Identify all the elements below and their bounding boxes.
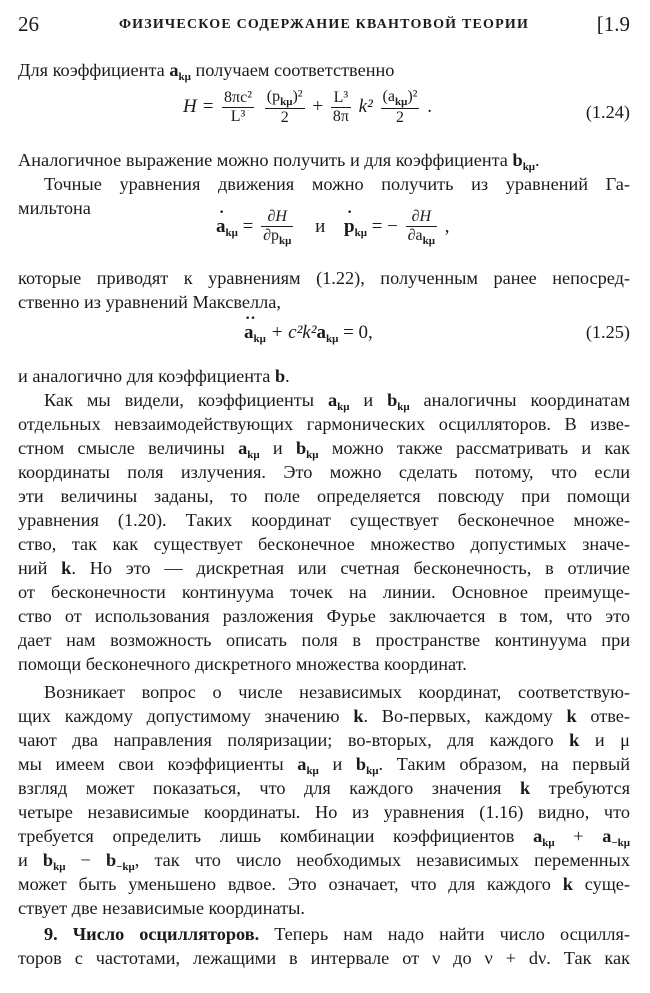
- subscript: kμ: [278, 235, 292, 247]
- text-fragment: Аналогичное выражение можно получить и для коэффициента: [18, 150, 508, 170]
- text-fragment: Как мы видели, коэффициенты: [44, 390, 315, 410]
- page-number: 26: [18, 12, 39, 36]
- equation-rhs: = 0,: [343, 322, 373, 343]
- text-fragment: ний: [18, 558, 48, 578]
- bold-symbol: a: [602, 826, 612, 846]
- fraction: [406, 208, 437, 247]
- subscript: kμ: [253, 333, 266, 345]
- text-line: отдельных невзаимодействующих гармонических осцилляторов. В изве-: [18, 414, 630, 434]
- punctuation: .: [535, 150, 540, 170]
- subscript: kμ: [53, 861, 66, 873]
- text-fragment: , так что число необходимых независимых переменных: [134, 850, 630, 870]
- text-fragment: стном смысле величины: [18, 438, 225, 458]
- conjunction: и: [315, 215, 326, 237]
- section-heading-line: [44, 922, 630, 946]
- text-line: помощи бесконечного дискретного множества координат.: [18, 654, 467, 674]
- bold-symbol: b: [355, 754, 367, 774]
- running-title: ФИЗИЧЕСКОЕ СОДЕРЖАНИЕ КВАНТОВОЙ ТЕОРИИ: [118, 17, 530, 32]
- bold-symbol: b: [512, 150, 523, 170]
- operator: +: [312, 95, 324, 117]
- numerator: [381, 88, 420, 109]
- equation-term: + c²k²: [270, 322, 317, 343]
- fraction: [265, 88, 305, 127]
- equation-lhs: H =: [183, 95, 215, 117]
- text-line: дает нам возможность описать поля в пространстве континуума при: [18, 630, 630, 650]
- denominator: 2: [280, 109, 289, 126]
- text-fragment: отве-: [590, 706, 631, 726]
- den-text: ∂a: [407, 227, 423, 244]
- subscript: kμ: [337, 401, 350, 413]
- bold-symbol: b: [296, 438, 307, 458]
- bold-symbol: · a: [216, 216, 226, 237]
- bold-symbol: · p: [344, 216, 355, 237]
- text-line: торов с частотами, лежащими в интервале от ν до ν + dν. Так как: [18, 948, 630, 968]
- text-fragment: может быть уменьшено вдвое. Это означает, что для каждого: [18, 874, 551, 894]
- equation-term: k²: [358, 95, 373, 117]
- text-line: координаты поля излучения. Это можно сделать потому, что если: [18, 462, 630, 482]
- bold-symbol: a: [238, 438, 248, 458]
- bold-symbol: k: [353, 706, 364, 726]
- text-fragment: требуется определить лишь комбинации коэффициентов: [18, 826, 515, 846]
- subscript: kμ: [280, 96, 293, 108]
- equation-1-25: [244, 322, 373, 345]
- text-line: четыре независимые координаты. Но из уравнения (1.16) видно, что: [18, 802, 630, 822]
- denominator: 2: [395, 109, 404, 126]
- text-fragment: и: [272, 438, 283, 458]
- bold-symbol: k: [566, 706, 577, 726]
- subscript: kμ: [225, 226, 238, 239]
- subscript: kμ: [366, 765, 379, 777]
- text-fragment: мы имеем свои коэффициенты: [18, 754, 284, 774]
- bold-symbol: k: [61, 558, 72, 578]
- text-fragment: Для коэффициента: [18, 60, 165, 80]
- operator: = −: [371, 215, 398, 237]
- text-line: ственно из уравнений Максвелла,: [18, 292, 281, 312]
- text-fragment: суще-: [584, 874, 630, 894]
- equation-hamilton: [216, 208, 450, 247]
- operator: +: [573, 826, 584, 846]
- text-line: [18, 776, 630, 800]
- numerator: L³: [331, 89, 351, 108]
- section-title: 9. Число осцилляторов.: [44, 924, 260, 944]
- denominator: [261, 227, 293, 247]
- text-fragment: взгляд может показаться, что для каждого значения: [18, 778, 502, 798]
- fraction: [222, 89, 254, 126]
- text-fragment: . Во-первых, каждому: [363, 706, 553, 726]
- subscript: kμ: [306, 765, 319, 777]
- bold-symbol: a: [533, 826, 543, 846]
- bold-symbol: b: [387, 390, 398, 410]
- bold-symbol: a: [316, 322, 326, 343]
- punctuation: ,: [444, 215, 450, 237]
- subscript: kμ: [178, 71, 191, 83]
- num-text: (a: [382, 88, 395, 105]
- section-number: [1.9: [596, 12, 630, 36]
- denominator: 8π: [332, 108, 349, 125]
- text-line: [18, 704, 630, 728]
- subscript: kμ: [542, 837, 555, 849]
- punctuation: .: [427, 95, 432, 117]
- operator: =: [242, 215, 254, 237]
- text-fragment: требуются: [548, 778, 630, 798]
- text-fragment: . Таким образом, на первый: [378, 754, 631, 774]
- text-line: мильтона: [18, 198, 91, 218]
- subscript: kμ: [522, 161, 536, 173]
- text-line: [18, 58, 630, 89]
- bold-symbol: b: [105, 850, 117, 870]
- bold-symbol: b: [42, 850, 54, 870]
- text-fragment: аналогичны координатам: [423, 390, 630, 410]
- bold-symbol: a: [169, 60, 179, 80]
- bold-symbol: a: [327, 390, 338, 410]
- subscript: kμ: [422, 235, 436, 247]
- den-text: ∂p: [263, 227, 279, 244]
- subscript: kμ: [247, 449, 260, 461]
- subscript: kμ: [354, 226, 367, 239]
- text-line: ствует две независимые координаты.: [18, 898, 305, 918]
- bold-symbol: ·· a: [244, 322, 254, 343]
- text-line: [18, 556, 630, 580]
- subscript: −kμ: [116, 861, 135, 873]
- text-line: [18, 728, 630, 752]
- numerator: 8πc²: [224, 89, 253, 106]
- text-line: ство, так как существует бесконечное множество допустимых значе-: [18, 534, 630, 554]
- text-fragment: . Но это — дискретная или счетная бесконечность, в отличие: [71, 558, 630, 578]
- text-fragment: и: [363, 390, 374, 410]
- operator: −: [80, 850, 91, 870]
- text-line: эти величины заданы, то поле определяется повсюду при помощи: [18, 486, 630, 506]
- num-text: )²: [407, 88, 418, 105]
- text-line: которые приводят к уравнениям (1.22), полученным ранее непосред-: [18, 268, 630, 288]
- fraction: [261, 208, 293, 247]
- equation-number: (1.25): [585, 322, 630, 342]
- subscript: kμ: [325, 333, 339, 345]
- numerator: ∂H: [406, 208, 437, 227]
- text-fragment: и: [332, 754, 343, 774]
- subscript: kμ: [397, 401, 410, 413]
- text-fragment: получаем соответственно: [195, 60, 395, 80]
- text-line: уравнения (1.20). Таких координат существует бесконечное множе-: [18, 510, 630, 530]
- num-text: )²: [292, 88, 303, 105]
- equation-1-24: [183, 88, 432, 127]
- text-fragment: можно также рассматривать и как: [331, 438, 631, 458]
- text-fragment: щих каждому допустимому значению: [18, 706, 340, 726]
- subscript: −kμ: [611, 837, 631, 849]
- text-line: Точные уравнения движения можно получить из уравнений Га-: [44, 174, 630, 194]
- running-header: [18, 12, 630, 40]
- bold-symbol: b: [274, 366, 286, 386]
- fraction: [331, 89, 351, 126]
- fraction: [381, 88, 420, 127]
- equation-number: (1.24): [585, 102, 630, 122]
- text-line: ство от использования разложения Фурье заключается в том, что это: [18, 606, 630, 626]
- bold-symbol: k: [569, 730, 580, 750]
- text-fragment: и μ: [594, 730, 630, 750]
- text-fragment: Теперь нам надо найти число осцилля-: [274, 924, 630, 944]
- text-line: [18, 872, 630, 896]
- text-line: [18, 364, 630, 388]
- text-fragment: чают два направления поляризации; во-вторых, для каждого: [18, 730, 554, 750]
- bold-symbol: k: [562, 874, 573, 894]
- numerator: ∂H: [261, 208, 293, 227]
- text-line: от бесконечности континуума точек на линии. Основное преимуще-: [18, 582, 630, 602]
- subscript: kμ: [394, 96, 408, 108]
- denominator: [406, 227, 437, 247]
- punctuation: .: [285, 366, 290, 386]
- text-fragment: и: [18, 850, 28, 870]
- subscript: kμ: [306, 449, 319, 461]
- bold-symbol: k: [519, 778, 531, 798]
- denominator: L³: [230, 108, 246, 125]
- bold-symbol: a: [297, 754, 307, 774]
- text-fragment: и аналогично для коэффициента: [18, 366, 271, 386]
- text-line: Возникает вопрос о числе независимых координат, соответствую-: [44, 682, 630, 702]
- numerator: [265, 88, 305, 109]
- num-text: (p: [266, 88, 281, 105]
